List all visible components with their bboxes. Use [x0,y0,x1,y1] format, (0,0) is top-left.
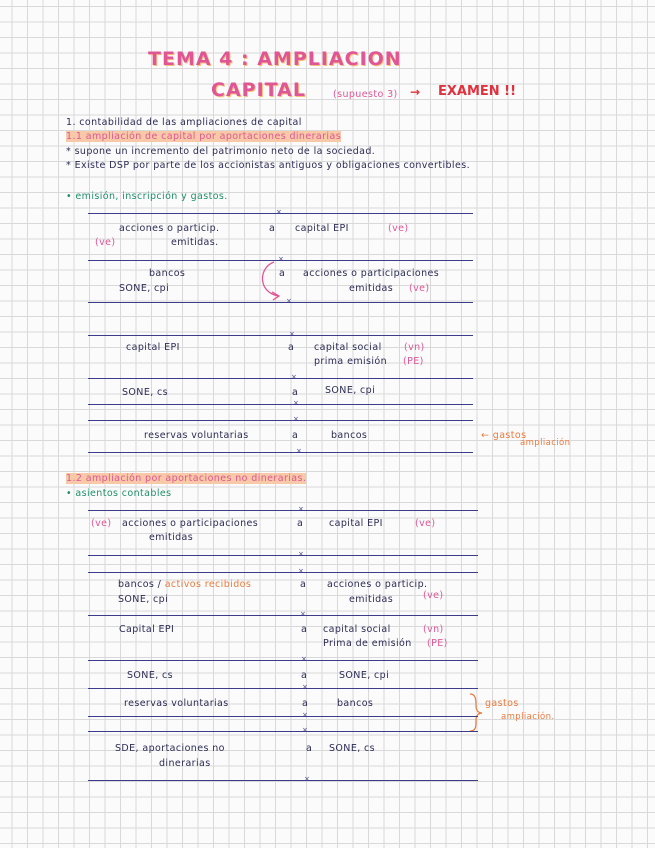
s1-e2-right-tag: (ve) [409,283,430,294]
s2-e2-right-b: emitidas [349,594,394,605]
journal-line [88,302,473,303]
s1-e2-right-b: emitidas [349,283,394,294]
s2-e5-right: bancos [337,698,374,709]
section-label-2: • asientos contables [66,488,172,499]
brace-icon [470,694,482,731]
journal-line [88,378,473,379]
s2-e3-left: Capital EPI [119,624,175,635]
subsection-heading-2 [66,473,306,484]
s2-e5-left: reservas voluntarias [124,698,229,709]
journal-mark: × [278,255,284,263]
journal-mark: × [298,505,304,513]
s1-e1-right: capital EPI [295,223,349,234]
s1-e1-a: a [269,223,276,234]
journal-line [88,660,478,661]
s1-e3-left: capital EPI [126,342,180,353]
journal-line [88,335,473,336]
journal-line [88,688,478,689]
page-title: TEMA 4 : AMPLIACION [148,48,402,70]
s2-e3-right-a: capital social [323,624,391,635]
s1-e4-a: a [292,387,299,398]
section-label-1: • emisión, inscripción y gastos. [66,191,228,202]
s1-e4-right: SONE, cpi [325,385,376,396]
s2-e1-left-b: emitidas [149,532,194,543]
journal-mark: × [302,683,308,691]
s1-e2-left-a: bancos [149,268,186,279]
subsection-heading-1-text: 1.1 ampliación de capital por aportaciones dinerarias [66,131,342,142]
s1-e4-left: SONE, cs [122,387,169,398]
s2-e3-right-b-tag: (PE) [427,638,448,649]
s2-e6-a: a [306,743,313,754]
s2-e2-a: a [300,579,307,590]
journal-mark: × [298,550,304,558]
journal-line [88,510,478,511]
journal-mark: × [296,447,302,455]
examen-note: EXAMEN !! [438,84,517,99]
journal-mark: × [302,726,308,734]
journal-line [88,615,478,616]
s2-e2-left-a2-text: activos recibidos [164,579,252,590]
journal-mark: × [291,373,297,381]
journal-mark: × [304,775,310,783]
page-title-capital: CAPITAL [211,79,306,101]
s2-e2-left-b: SONE, cpi [118,594,169,605]
journal-line [88,404,473,405]
s2-e4-a: a [301,670,308,681]
s2-e5-a: a [302,698,309,709]
s2-e4-left: SONE, cs [127,670,174,681]
s1-e5-a: a [292,430,299,441]
s1-note-gastos: ← gastos [481,430,527,441]
arrow-icon: → [410,85,421,99]
bullet-2: * Existe DSP por parte de los accionistas antiguos y obligaciones convertibles. [66,160,470,171]
journal-line [88,731,478,732]
s2-e3-right-a-tag: (vn) [423,624,444,635]
s2-e1-a: a [297,518,304,529]
s1-e3-a: a [288,342,295,353]
s1-e2-left-b: SONE, cpi [119,283,170,294]
s2-note-gastos: gastos [485,698,519,709]
s2-e6-right: SONE, cs [329,743,376,754]
section-heading: 1. contabilidad de las ampliaciones de capital [66,117,302,128]
s2-e3-right-b: Prima de emisión [323,638,412,649]
s2-e6-left-a: SDE, aportaciones no [115,743,225,754]
journal-mark: × [301,655,307,663]
s2-e2-right-a: acciones o particip. [327,579,428,590]
journal-line [88,452,473,453]
s1-e1-left-a: acciones o particip. [119,223,220,234]
s2-e1-right: capital EPI [329,518,383,529]
s2-e2-left-a1-text: bancos / [118,579,162,590]
journal-mark: × [286,297,292,305]
s2-e3-a: a [301,624,308,635]
journal-mark: × [300,610,306,618]
journal-line [88,572,478,573]
journal-mark: × [276,208,282,216]
journal-line [88,555,478,556]
s1-e1-right-tag: (ve) [388,223,409,234]
s2-note-ampliacion: ampliación. [501,712,555,722]
journal-line [88,716,478,717]
journal-mark: × [289,330,295,338]
s1-note-ampliacion: ampliación [520,438,571,448]
s2-e2-right-tag: (ve) [423,590,444,601]
bullet-1: * supone un incremento del patrimonio neto de la sociedad. [66,146,376,157]
subsection-heading-2-text: 1.2 ampliación por aportaciones no dinerarias. [66,473,307,484]
supuesto-note: (supuesto 3) [333,89,398,100]
s1-e3-right-a-tag: (vn) [404,342,425,353]
journal-line [88,420,473,421]
s1-e3-right-a: capital social [314,342,382,353]
journal-mark: × [298,567,304,575]
s1-e2-right-a: acciones o participaciones [303,268,440,279]
journal-mark: × [293,415,299,423]
s2-e1-right-tag: (ve) [415,518,436,529]
s1-e2-a: a [279,268,286,279]
s2-e1-left-a: acciones o participaciones [122,518,259,529]
s1-e1-left-tag: (ve) [95,237,116,248]
subsection-heading-1 [66,131,341,142]
s1-e1-left-b: emitidas. [171,237,219,248]
s1-e5-left: reservas voluntarias [144,430,249,441]
curved-arrow [262,262,278,296]
s2-e4-right: SONE, cpi [339,670,390,681]
s2-e6-left-b: dinerarias [159,758,211,769]
journal-mark: × [293,399,299,407]
s1-e3-right-b: prima emisión [314,356,388,367]
s1-e3-right-b-tag: (PE) [403,356,424,367]
journal-line [88,780,478,781]
journal-mark: × [302,711,308,719]
s1-e5-right: bancos [331,430,368,441]
s2-e1-tag: (ve) [91,518,112,529]
s2-e2-left-a1 [118,579,251,590]
